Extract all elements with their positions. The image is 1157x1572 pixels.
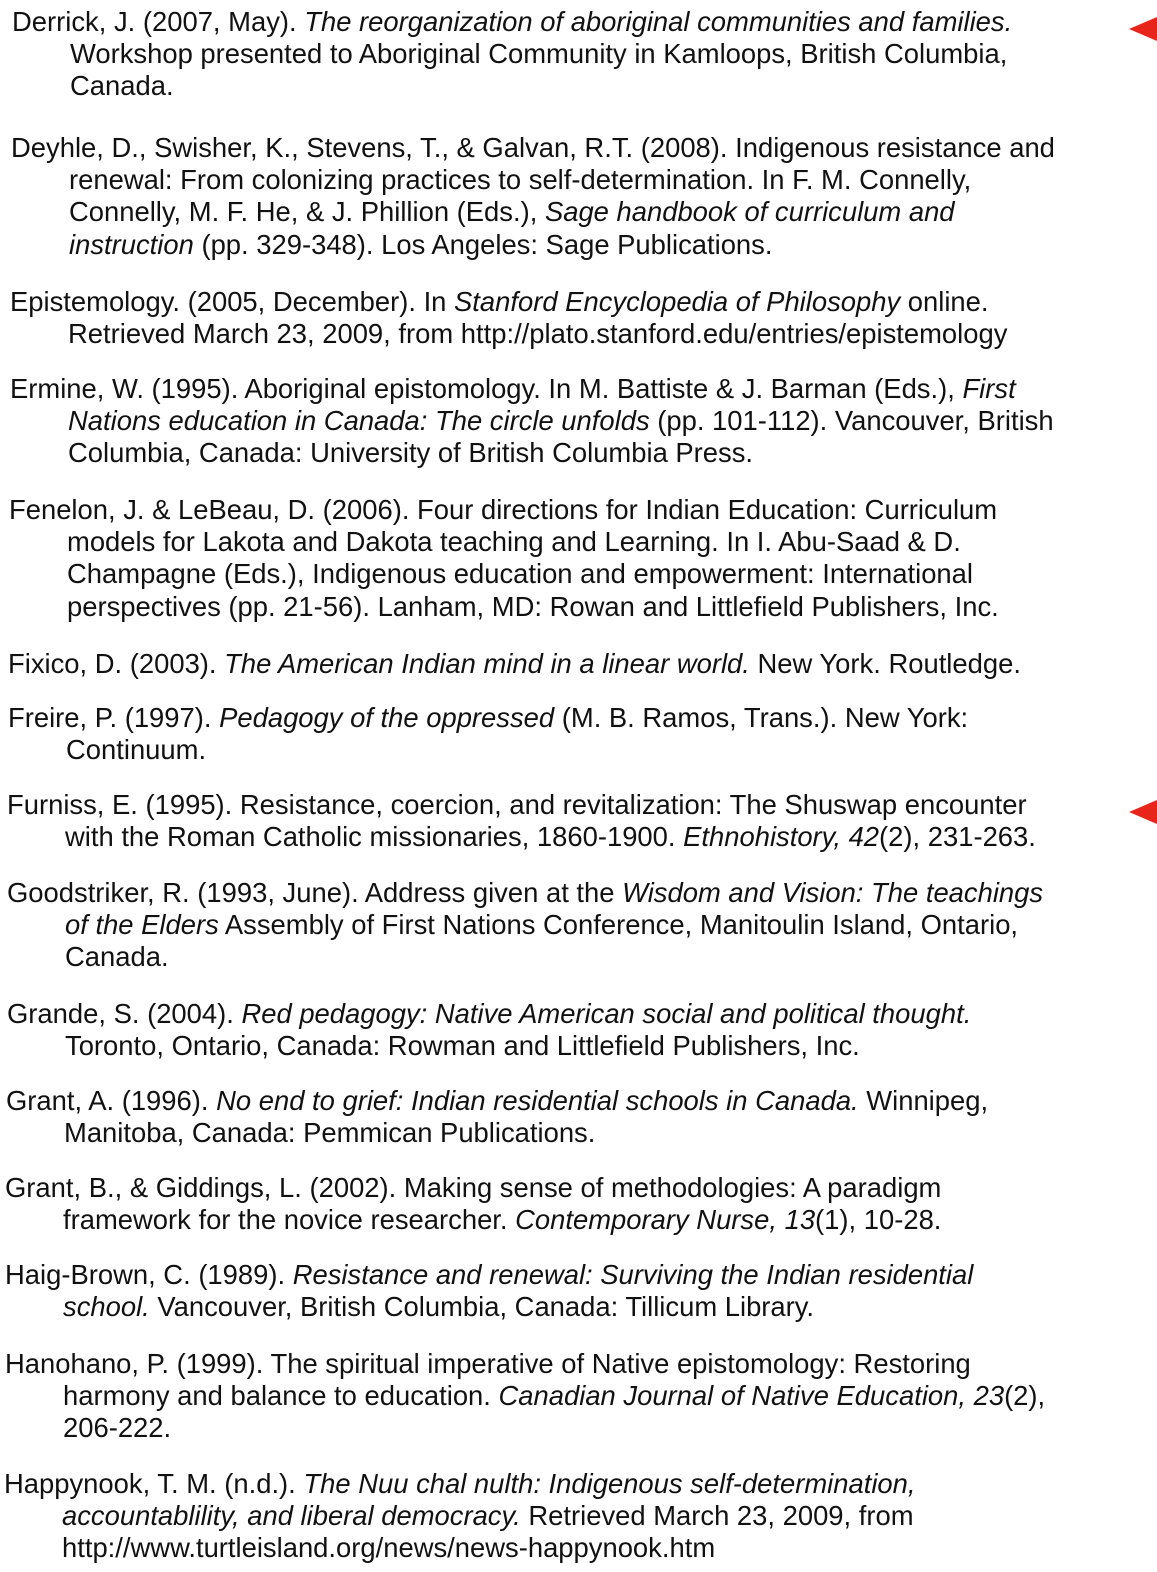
citation-text: Toronto, Ontario, Canada: Rowman and Littlefield Publishers, Inc. <box>65 1030 860 1062</box>
reference-line <box>10 286 1157 318</box>
reference-line <box>9 494 1157 526</box>
italic-title-text: Canadian Journal of Native Education, 23 <box>498 1380 1005 1412</box>
citation-text: Continuum. <box>66 734 207 766</box>
citation-text: renewal: From colonizing practices to self-determination. In F. M. Connelly, <box>69 164 972 196</box>
italic-title-text: school. <box>63 1291 150 1323</box>
citation-text: harmony and balance to education. <box>63 1380 499 1412</box>
reference-line <box>9 526 1157 558</box>
citation-text: Fenelon, J. & LeBeau, D. (2006). Four directions for Indian Education: Curriculum <box>9 494 998 525</box>
citation-text: Haig-Brown, C. (1989). <box>5 1259 293 1290</box>
reference-line <box>5 1348 1155 1380</box>
italic-title-text: The American Indian mind in a linear world. <box>224 648 750 679</box>
citation-text: Fixico, D. (2003). <box>8 648 225 679</box>
reference-line <box>5 1380 1155 1412</box>
italic-title-text: First <box>962 373 1016 404</box>
italic-title-text: Ethnohistory, 42 <box>683 821 880 853</box>
citation-text: perspectives (pp. 21-56). Lanham, MD: Rowan and Littlefield Publishers, Inc. <box>67 590 999 622</box>
italic-title-text: Nations education in Canada: The circle unfolds <box>68 405 650 437</box>
citation-text: Goodstriker, R. (1993, June). Address given at the <box>7 877 623 908</box>
reference-line <box>12 6 1157 38</box>
reference-line <box>4 1468 1154 1500</box>
citation-text: Manitoba, Canada: Pemmican Publications. <box>64 1117 596 1149</box>
reference-entry <box>7 998 1157 1062</box>
citation-text: with the Roman Catholic missionaries, 1860-1900. <box>65 821 684 853</box>
italic-title-text: Sage handbook of curriculum and <box>544 196 955 228</box>
reference-line <box>7 821 1157 853</box>
reference-line <box>5 1412 1155 1444</box>
citation-text: Retrieved March 23, 2009, from http://plato.stanford.edu/entries/epistemology <box>68 318 1008 350</box>
reference-line <box>12 70 1157 102</box>
reference-line <box>8 734 1157 766</box>
citation-text: Hanohano, P. (1999). The spiritual imperative of Native epistomology: Restoring <box>5 1348 971 1379</box>
citation-text: New York. Routledge. <box>749 648 1021 679</box>
italic-title-text: The Nuu chal nulth: Indigenous self-determination, <box>303 1468 916 1499</box>
italic-title-text: accountablility, and liberal democracy. <box>62 1500 521 1532</box>
reference-line <box>7 909 1157 941</box>
reference-line <box>4 1500 1154 1532</box>
reference-line <box>7 877 1157 909</box>
citation-text: (M. B. Ramos, Trans.). New York: <box>554 702 969 733</box>
reference-entry <box>7 789 1157 853</box>
reference-line <box>11 132 1157 164</box>
citation-text: Canada. <box>70 70 174 102</box>
reference-line <box>5 1204 1155 1236</box>
italic-title-text: The reorganization of aboriginal communities and families. <box>304 6 1013 37</box>
citation-text: Derrick, J. (2007, May). <box>12 6 305 37</box>
citation-text: Furniss, E. (1995). Resistance, coercion, and revitalization: The Shuswap encounter <box>7 789 1027 820</box>
citation-text: (1), 10-28. <box>815 1204 942 1236</box>
citation-text: Winnipeg, <box>858 1085 989 1116</box>
reference-entry <box>6 1085 1156 1149</box>
italic-title-text: Wisdom and Vision: The teachings <box>622 877 1044 908</box>
citation-text: Retrieved March 23, 2009, from <box>520 1500 914 1532</box>
citation-text: Workshop presented to Aboriginal Community in Kamloops, British Columbia, <box>70 38 1008 70</box>
italic-title-text: Stanford Encyclopedia of Philosophy <box>454 286 901 317</box>
reference-entry <box>5 1348 1155 1445</box>
reference-line <box>7 941 1157 973</box>
citation-text: (2), <box>1004 1380 1046 1412</box>
reference-line <box>12 38 1157 70</box>
reference-entry <box>8 648 1157 680</box>
reference-line <box>10 437 1157 469</box>
citation-text: Deyhle, D., Swisher, K., Stevens, T., & Galvan, R.T. (2008). Indigenous resistance and <box>11 132 1055 163</box>
italic-title-text: of the Elders <box>65 909 219 941</box>
reference-line <box>10 405 1157 437</box>
italic-title-text: Pedagogy of the oppressed <box>219 702 555 733</box>
red-arrow-marker-icon <box>1129 17 1157 41</box>
reference-entry <box>11 132 1157 261</box>
citation-text: (pp. 329-348). Los Angeles: Sage Publications. <box>193 228 773 260</box>
reference-line <box>5 1291 1155 1323</box>
citation-text: online. <box>900 286 989 317</box>
reference-line <box>6 1085 1156 1117</box>
reference-entry <box>10 373 1157 470</box>
citation-text: Vancouver, British Columbia, Canada: Tillicum Library. <box>149 1291 815 1323</box>
reference-line <box>4 1532 1154 1564</box>
reference-line <box>8 702 1157 734</box>
citation-text: Grande, S. (2004). <box>7 998 242 1029</box>
reference-line <box>10 373 1157 405</box>
italic-title-text: Red pedagogy: Native American social and political thought. <box>241 998 972 1029</box>
reference-line <box>9 591 1157 623</box>
reference-entry <box>4 1468 1154 1565</box>
reference-line <box>9 558 1157 590</box>
reference-line <box>7 789 1157 821</box>
italic-title-text: No end to grief: Indian residential schools in Canada. <box>216 1085 859 1116</box>
reference-entry <box>8 702 1157 766</box>
reference-line <box>8 648 1157 680</box>
reference-line <box>11 196 1157 228</box>
citation-text: models for Lakota and Dakota teaching and Learning. In I. Abu-Saad & D. <box>67 526 961 558</box>
citation-text: Epistemology. (2005, December). In <box>10 286 455 317</box>
citation-text: Happynook, T. M. (n.d.). <box>4 1468 304 1499</box>
reference-line <box>11 164 1157 196</box>
reference-entry <box>5 1259 1155 1323</box>
reference-entry <box>9 494 1157 623</box>
citation-text: Freire, P. (1997). <box>8 702 220 733</box>
reference-line <box>7 998 1157 1030</box>
citation-text: Connelly, M. F. He, & J. Phillion (Eds.), <box>69 196 545 228</box>
citation-text: Canada. <box>65 941 169 973</box>
italic-title-text: Contemporary Nurse, 13 <box>515 1204 816 1236</box>
reference-entry <box>5 1172 1155 1236</box>
citation-text: Columbia, Canada: University of British Columbia Press. <box>68 437 754 469</box>
citation-text: 206-222. <box>63 1412 172 1444</box>
italic-title-text: instruction <box>69 228 194 260</box>
reference-entry <box>7 877 1157 974</box>
reference-entry <box>12 6 1157 103</box>
reference-entry <box>10 286 1157 350</box>
reference-line <box>11 229 1157 261</box>
reference-line <box>6 1117 1156 1149</box>
citation-text: (2), 231-263. <box>879 821 1036 853</box>
italic-title-text: Resistance and renewal: Surviving the Indian residential <box>292 1259 974 1290</box>
reference-line <box>5 1259 1155 1291</box>
citation-text: http://www.turtleisland.org/news/news-happynook.htm <box>62 1532 716 1564</box>
citation-text: Grant, B., & Giddings, L. (2002). Making sense of methodologies: A paradigm <box>5 1172 942 1203</box>
red-arrow-marker-icon <box>1129 800 1157 824</box>
citation-text: Ermine, W. (1995). Aboriginal epistomology. In M. Battiste & J. Barman (Eds.), <box>10 373 963 404</box>
reference-line <box>10 318 1157 350</box>
citation-text: Champagne (Eds.), Indigenous education and empowerment: International <box>67 558 973 590</box>
citation-text: framework for the novice researcher. <box>63 1204 516 1236</box>
reference-line <box>5 1172 1155 1204</box>
citation-text: (pp. 101-112). Vancouver, British <box>649 405 1054 437</box>
citation-text: Grant, A. (1996). <box>6 1085 217 1116</box>
citation-text: Assembly of First Nations Conference, Manitoulin Island, Ontario, <box>218 909 1019 941</box>
reference-line <box>7 1030 1157 1062</box>
